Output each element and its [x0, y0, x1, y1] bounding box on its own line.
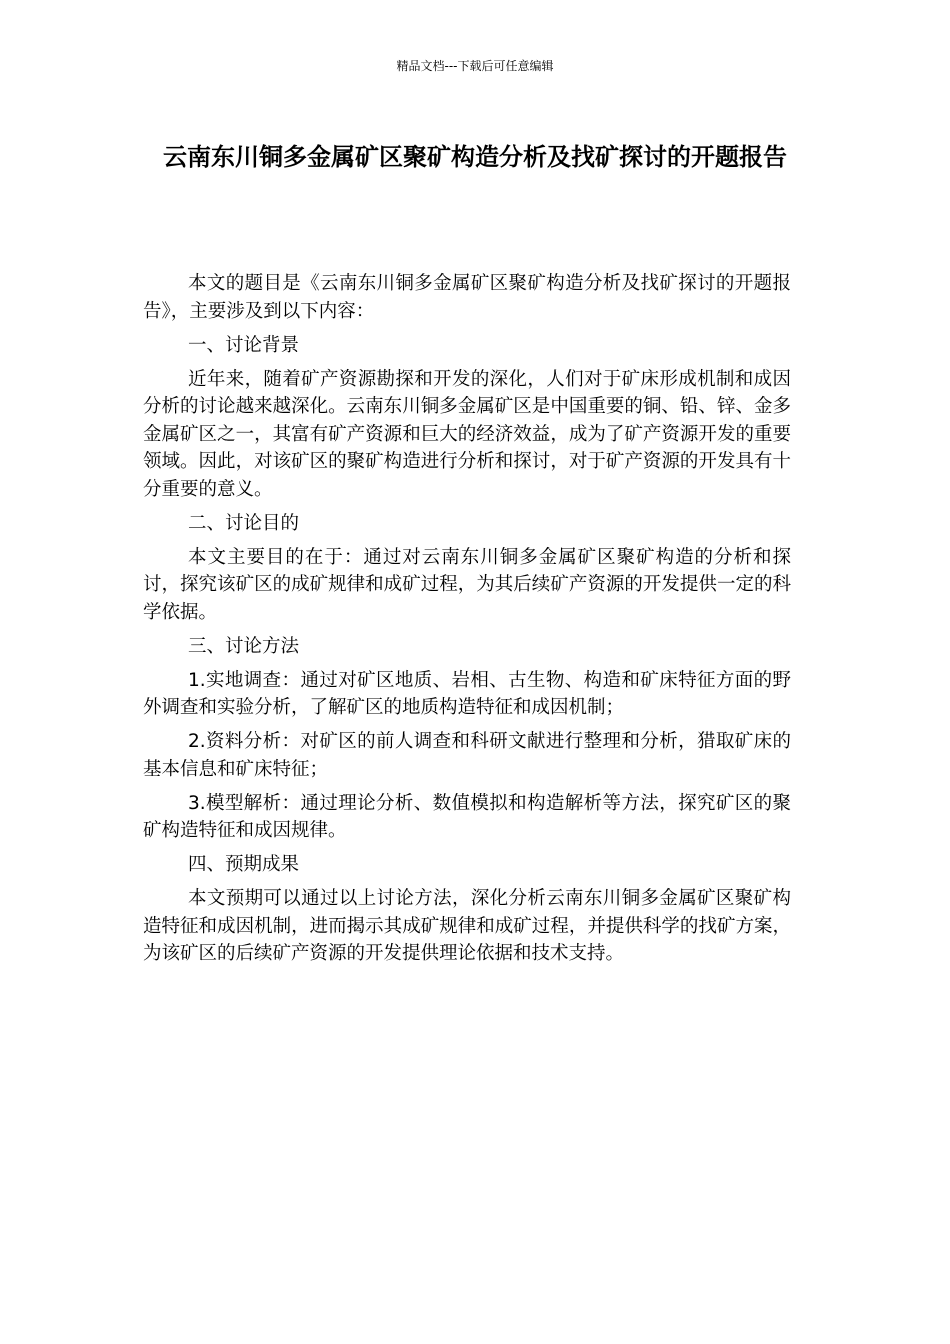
section-heading-methods: 三、讨论方法 — [188, 635, 300, 657]
purpose-paragraph: 本文主要目的在于：通过对云南东川铜多金属矿区聚矿构造的分析和探讨，探究该矿区的成矿规律和成矿过程，为其后续矿产资源的开发提供一定的科学依据。 — [143, 546, 791, 623]
expected-results-paragraph: 本文预期可以通过以上讨论方法，深化分析云南东川铜多金属矿区聚矿构造特征和成因机制，进而揭示其成矿规律和成矿过程，并提供科学的找矿方案，为该矿区的后续矿产资源的开发提供理论依据和技术支持。 — [143, 888, 791, 964]
method-item-model-analysis: 3.模型解析：通过理论分析、数值模拟和构造解析等方法，探究矿区的聚矿构造特征和成因规律。 — [143, 792, 791, 841]
section-heading-purpose: 二、讨论目的 — [188, 512, 300, 534]
section-heading-background: 一、讨论背景 — [188, 334, 300, 356]
page-header-note: 精品文档---下载后可任意编辑 — [396, 59, 554, 73]
background-paragraph: 近年来，随着矿产资源勘探和开发的深化，人们对于矿床形成机制和成因分析的讨论越来越深化。云南东川铜多金属矿区是中国重要的铜、铅、锌、金多金属矿区之一，其富有矿产资源和巨大的经济效益，成为了矿产资源开发的重要领域。因此，对该矿区的聚矿构造进行分析和探讨，对于矿产资源的开发具有十分重要的意义。 — [143, 368, 791, 500]
document-title: 云南东川铜多金属矿区聚矿构造分析及找矿探讨的开题报告 — [163, 143, 787, 171]
section-heading-expected-results: 四、预期成果 — [188, 854, 300, 875]
document-body — [143, 270, 791, 974]
intro-paragraph: 本文的题目是《云南东川铜多金属矿区聚矿构造分析及找矿探讨的开题报告》，主要涉及到以下内容： — [143, 273, 791, 322]
method-item-field-survey: 1.实地调查：通过对矿区地质、岩相、古生物、构造和矿床特征方面的野外调查和实验分析，了解矿区的地质构造特征和成因机制； — [143, 669, 791, 718]
method-item-data-analysis: 2.资料分析：对矿区的前人调查和科研文献进行整理和分析，猎取矿床的基本信息和矿床特征； — [143, 731, 791, 780]
